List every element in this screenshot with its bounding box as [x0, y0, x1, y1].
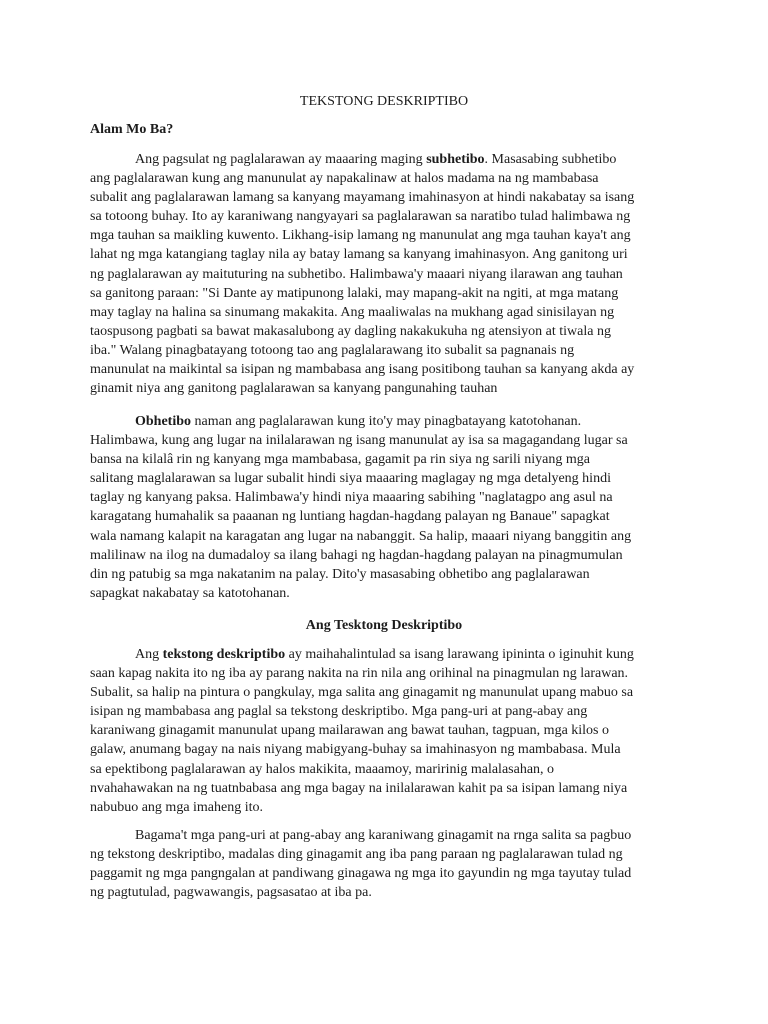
- paragraph-line: din ng patubig sa mga nakatanim na palay. Dito'y masasabing obhetibo ang paglalarawan: [90, 566, 590, 582]
- paragraph-line: subalit ang paglalarawan lamang sa kanyang mayamang imahinasyon at hindi nakabatay sa isang: [90, 190, 635, 206]
- paragraph-obhetibo: [90, 412, 710, 603]
- paragraph-line: saan kapag nakita ito ng iba ay parang nakita na rin nila ang orihinal na pinagmulan ng larawan.: [90, 666, 629, 682]
- paragraph-line: paggamit ng mga pangngalan at pandiwang ginagawa ng mga ito gayundin ng mga tayutay tulad: [90, 866, 632, 882]
- paragraph-line: [90, 645, 710, 664]
- paragraph-bagamat: [90, 826, 710, 902]
- paragraph-line: karaniwang ginagamit manunulat upang mailarawan ang bawat tauhan, tagpuan, mga kilos o: [90, 723, 610, 739]
- paragraph-line: may taglay na halina sa sinumang makakita. Ang maaliwalas na mukhang agad sinisilayan ng: [90, 304, 615, 320]
- paragraph-line: ng paglalarawan ay maituturing na subhetibo. Halimbawa'y maaari niyang ilarawan ang tauhan: [90, 266, 623, 282]
- paragraph-line: nabubuo ang mga imaheng ito.: [90, 799, 264, 815]
- paragraph-line: sapagkat nakabatay sa katotohanan.: [90, 585, 290, 601]
- paragraph-line: salitang maglalarawan sa lugar subalit hindi siya maaaring maglagay ng mga detalyeng hindi: [90, 471, 611, 487]
- paragraph-subhetibo: [90, 150, 710, 398]
- paragraph-line: Subalit, sa halip na pintura o pangkulay, mga salita ang ginagamit ng manunulat upang mabuo sa: [90, 685, 634, 701]
- text-run: ay maihahalintulad sa isang larawang ipininta o iginuhit kung: [285, 647, 634, 662]
- paragraph-line: [90, 412, 710, 431]
- text-run: Ang pagsulat ng paglalarawan ay maaaring maging: [135, 152, 427, 167]
- paragraph-line: manunulat na maikintal sa isipan ng mambabasa ang isang positibong tauhan sa kanyang akda ay: [90, 362, 635, 378]
- paragraph-line: ginamit niya ang ganitong paglalarawan sa kanyang pangunahing tauhan: [90, 381, 498, 397]
- paragraph-line: [90, 150, 710, 169]
- bold-term: subhetibo: [426, 152, 485, 167]
- paragraph-line: sa totoong buhay. Ito ay karaniwang nangyayari sa paglalarawan sa naratibo tulad halimbawa ng: [90, 209, 631, 225]
- paragraph-line: Bagama't mga pang-uri at pang-abay ang karaniwang ginagamit na rnga salita sa pagbuo: [135, 828, 632, 843]
- paragraph-line: ng tekstong deskriptibo, madalas ding ginagamit ang iba pang paraan ng paglalarawan tulad ng: [90, 847, 623, 863]
- paragraph-line: karagatang humahalik sa paaanan ng luntiang hagdan-hagdang palayan ng Banaue" sapagkat: [90, 509, 610, 525]
- paragraph-line: iba." Walang pinagbatayang totoong tao ang paglalarawang ito subalit sa pagnanais ng: [90, 342, 575, 358]
- paragraph-line: malilinaw na ilog na dumadaloy sa ilang bahagi ng hagdan-hagdang palayan na pinagmumulan: [90, 547, 623, 563]
- text-run: Ang: [135, 647, 163, 662]
- paragraph-line: isipan ng mambabasa ang paglal sa tekstong deskriptibo. Mga pang-uri at pang-abay ang: [90, 704, 588, 720]
- paragraph-line: mga tauhan sa maikling kuwento. Likhang-isip lamang ng manunulat ang mga tauhan kaya't ang: [90, 228, 631, 244]
- text-run: . Masasabing subhetibo: [484, 152, 617, 167]
- paragraph-line: ng pagtutulad, pagwawangis, pagsasatao at iba pa.: [90, 885, 372, 901]
- paragraph-line: wala namang kalapit na karagatan ang lugar na nabanggit. Sa halip, maaari niyang banggitin ang: [90, 528, 632, 544]
- text-run: naman ang paglalarawan kung ito'y may pinagbatayang katotohanan.: [191, 414, 582, 429]
- section-heading-tekstong-deskriptibo: Ang Tesktong Deskriptibo: [305, 618, 463, 633]
- paragraph-line: sa epektibong paglalarawan ay halos makikita, maaamoy, maririnig malalasahan, o: [90, 761, 555, 777]
- section-heading-alam-mo-ba: Alam Mo Ba?: [90, 122, 174, 137]
- bold-term: Obhetibo: [135, 414, 192, 429]
- paragraph-line: sa ganitong paraan: "Si Dante ay matipunong lalaki, may mapang-akit na ngiti, at mga matang: [90, 285, 619, 301]
- paragraph-line: bansa na kilalâ rin ng kanyang mga mambabasa, gagamit pa rin siya ng sarili niyang mga: [90, 452, 590, 468]
- paragraph-line: taospusong pagbati sa bawat makasalubong ay dagling nakakukuha ng atensiyon at tiwala ng: [90, 323, 611, 339]
- document-title: TEKSTONG DESKRIPTIBO: [299, 94, 469, 109]
- paragraph-line: ang paglalarawan kung ang manunulat ay napakalinaw at halos madama na ng mambabasa: [90, 171, 599, 187]
- paragraph-line: nvahahawakan na ng tuatnbabasa ang mga bagay na inilalarawan kahit pa sa isipan lamang niya: [90, 780, 628, 796]
- paragraph-line: galaw, anumang bagay na nais niyang mabigyang-buhay sa imahinasyon ng mambabasa. Mula: [90, 742, 621, 758]
- paragraph-line: lahat ng mga katangiang taglay nila ay batay lamang sa kanyang imahinasyon. Ang ganitong uri: [90, 247, 628, 263]
- paragraph-tekstong-deskriptibo: [90, 645, 710, 817]
- bold-term: tekstong deskriptibo: [162, 647, 286, 662]
- paragraph-line: Halimbawa, kung ang lugar na inilalarawan ng isang manunulat ay isa sa magagandang lugar sa: [90, 433, 628, 449]
- paragraph-line: taglay ng kanyang paksa. Halimbawa'y hindi niya maaaring sabihing "naglatagpo ang asul na: [90, 490, 613, 506]
